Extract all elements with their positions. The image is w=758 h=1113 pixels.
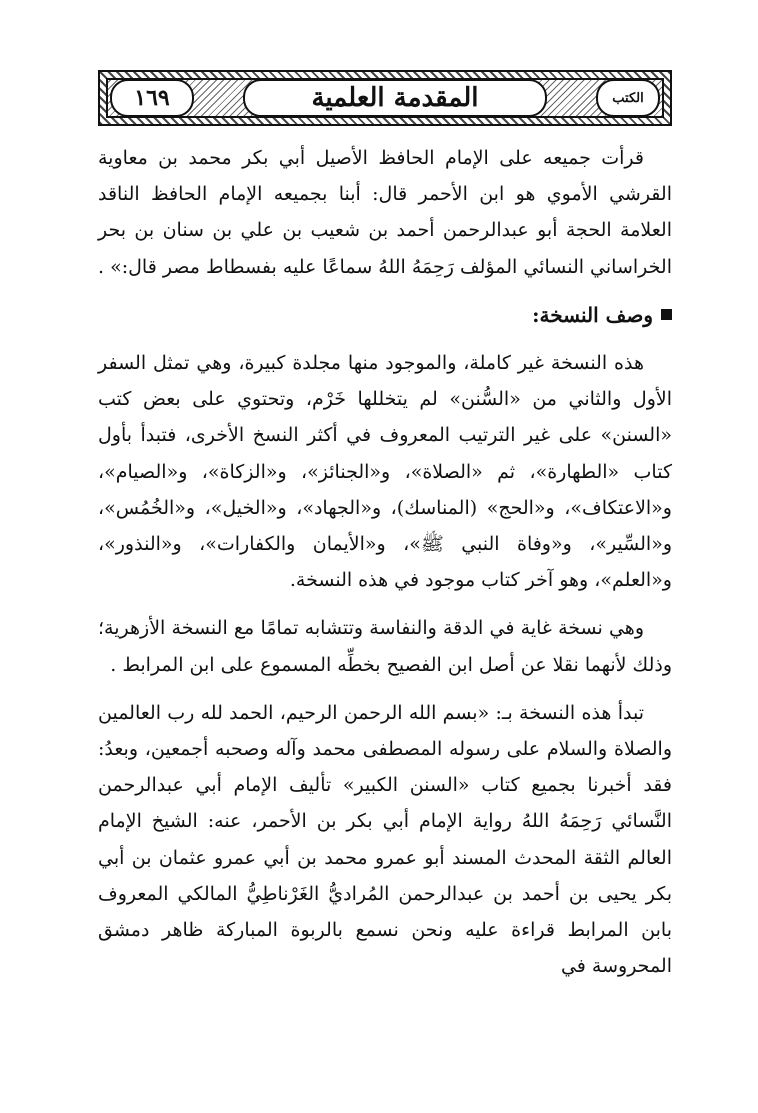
- section-heading: [98, 297, 672, 333]
- intro-paragraph: قرأت جميعه على الإمام الحافظ الأصيل أبي بكر محمد بن معاوية القرشي الأموي هو ابن الأحمر قال: أبنا بجميعه الإمام الحافظ الناقد العلامة الحجة أبو عبدالرحمن أحمد بن شعيب بن علي بن سنان بن بحر الخراساني النسائي المؤلف رَحِمَهُ اللهُ سماعًا عليه بفسطاط مصر قال:» .: [98, 147, 672, 278]
- page-number: ١٦٩: [134, 85, 170, 111]
- body-paragraph: هذه النسخة غير كاملة، والموجود منها مجلدة كبيرة، وهي تمثل السفر الأول والثاني من «السُّنن» لم يتخللها خَرْم، وتحتوي على بعض كتب «السنن» على غير الترتيب المعروف في أكثر النسخ الأخرى، فتبدأ بأول كتاب «الطهارة»، ثم «الصلاة»، و«الجنائز»، و«الزكاة»، و«الصيام»، و«الاعتكاف»، و«الحج» (المناسك)، و«الجهاد»، و«الخيل»، و«الخُمُس»، و«السِّير»، و«وفاة النبي ﷺ»، و«الأيمان والكفارات»، و«النذور»، و«العلم»، وهو آخر كتاب موجود في هذه النسخة.: [98, 352, 672, 592]
- section-heading-text: وصف النسخة:: [532, 302, 653, 327]
- page-number-badge: [110, 79, 194, 117]
- page-title-badge: [243, 79, 547, 117]
- publisher-logo: [596, 79, 660, 117]
- page-title: المقدمة العلمية: [311, 83, 479, 113]
- square-bullet-icon: [661, 309, 672, 320]
- page-body: [98, 140, 672, 984]
- body-paragraph: وهي نسخة غاية في الدقة والنفاسة وتتشابه تمامًا مع النسخة الأزهرية؛ وذلك لأنهما نقلا عن أصل ابن الفصيح بخطِّه المسموع على ابن المرابط .: [98, 617, 672, 676]
- body-paragraph: تبدأ هذه النسخة بـ: «بسم الله الرحمن الرحيم، الحمد لله رب العالمين والصلاة والسلام على رسوله المصطفى محمد وآله وصحبه أجمعين، وبعدُ: فقد أخبرنا بجميع كتاب «السنن الكبير» تأليف الإمام أبي عبدالرحمن النَّسائي رَحِمَهُ اللهُ رواية الإمام أبي بكر بن الأحمر، عنه: الشيخ الإمام العالم الثقة المحدث المسند أبو عمرو محمد بن أبي عمرو عثمان بن أبي بكر يحيى بن أحمد بن عبدالرحمن المُراديُّ الغَرْناطِيُّ المالكي المعروف بابن المرابط قراءة عليه ونحن نسمع بالربوة المباركة ظاهر دمشق المحروسة في: [98, 701, 672, 978]
- running-header: [98, 70, 672, 126]
- publisher-logo-text: الكتب: [612, 90, 644, 106]
- header-row: [110, 79, 660, 117]
